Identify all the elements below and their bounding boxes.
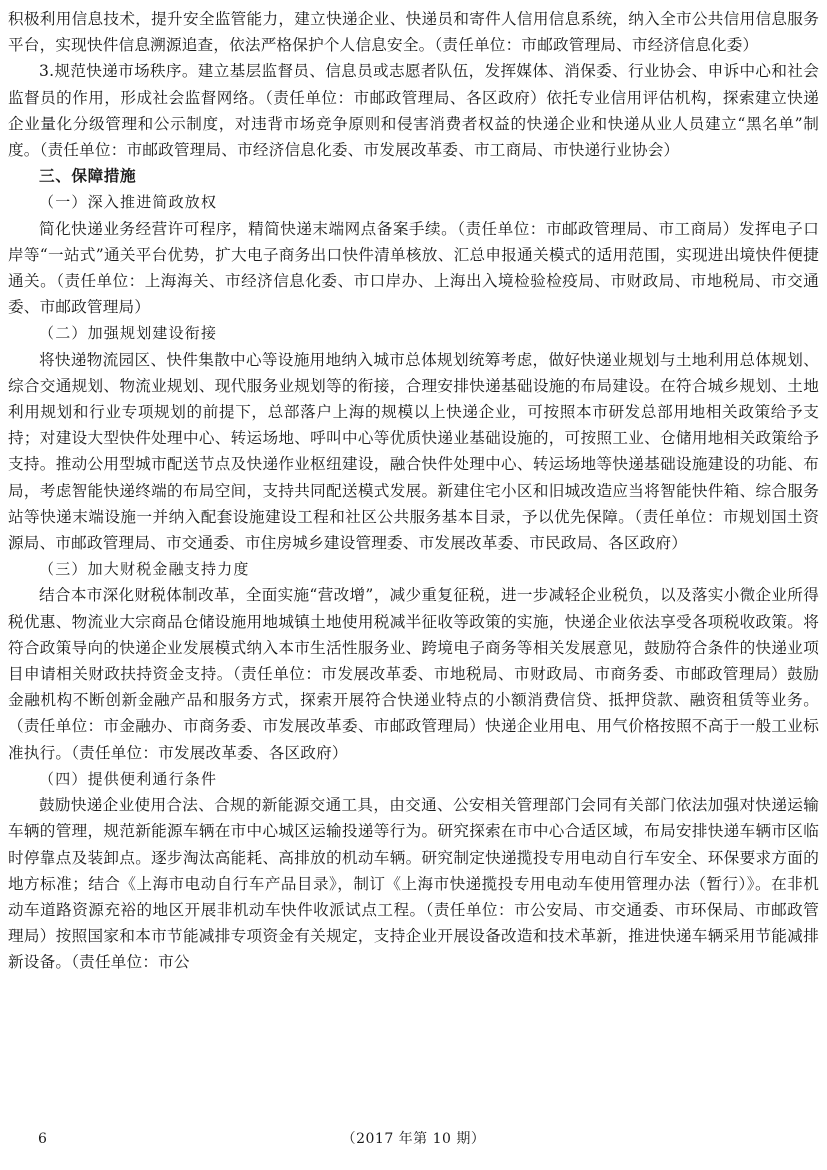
document-body xyxy=(8,6,819,976)
paragraph-traffic-convenience: 鼓励快递企业使用合法、合规的新能源交通工具，由交通、公安相关管理部门会同有关部门依法加强对快递运输车辆的管理，规范新能源车辆在市中心城区运输投递等行为。研究探索在市中心合适区域，布局安排快递车辆市区临时停靠点及装卸点。逐步淘汰高能耗、高排放的机动车辆。研究制定快递揽投专用电动自行车安全、环保要求方面的地方标准；结合《上海市电动自行车产品目录》，制订《上海市快递揽投专用电动车使用管理办法（暂行）》。在非机动车道路资源充裕的地区开展非机动车快件收派试点工程。（责任单位：市公安局、市交通委、市环保局、市邮政管理局）按照国家和本市节能减排专项资金有关规定，支持企业开展设备改造和技术革新，推进快递车辆采用节能减排新设备。（责任单位：市公 xyxy=(8,796,819,972)
issue-label: （2017 年第 10 期） xyxy=(341,1131,486,1147)
subheading-fiscal-support: （三）加大财税金融支持力度 xyxy=(39,560,250,579)
subheading-streamline-admin: （一）深入推进简政放权 xyxy=(39,193,218,212)
paragraph-streamline-admin: 简化快递业务经营许可程序，精简快递末端网点备案手续。（责任单位：市邮政管理局、市工商局）发挥电子口岸等“一站式”通关平台优势，扩大电子商务出口快件清单核放、汇总申报通关模式的适用范围，实现进出境快件便捷通关。（责任单位：上海海关、市经济信息化委、市口岸办、上海出入境检验检疫局、市财政局、市地税局、市交通委、市邮政管理局） xyxy=(8,219,819,317)
subheading-traffic-convenience: （四）提供便利通行条件 xyxy=(39,769,218,788)
page-footer xyxy=(0,1127,827,1151)
paragraph-credit-system: 积极利用信息技术，提升安全监管能力，建立快递企业、快递员和寄件人信用信息系统，纳入全市公共信用信息服务平台，实现快件信息溯源追查，依法严格保护个人信息安全。（责任单位：市邮政管理局、市经济信息化委） xyxy=(8,10,819,55)
paragraph-fiscal-support: 结合本市深化财税体制改革，全面实施“营改增”，减少重复征税，进一步减轻企业税负，以及落实小微企业所得税优惠、物流业大宗商品仓储设施用地城镇土地使用税减半征收等政策的实施，快递企业依法享受各项税收政策。将符合政策导向的快递企业发展模式纳入本市生活性服务业、跨境电子商务等相关发展意见，鼓励符合条件的快递业项目申请相关财政扶持资金支持。（责任单位：市发展改革委、市地税局、市财政局、市商务委、市邮政管理局）鼓励金融机构不断创新金融产品和服务方式，探索开展符合快递业特点的小额消费信贷、抵押贷款、融资租赁等业务。（责任单位：市金融办、市商务委、市发展改革委、市邮政管理局）快递企业用电、用气价格按照不高于一般工业标准执行。（责任单位：市发展改革委、各区政府） xyxy=(8,586,819,762)
paragraph-planning-integration: 将快递物流园区、快件集散中心等设施用地纳入城市总体规划统筹考虑，做好快递业规划与土地利用总体规划、综合交通规划、物流业规划、现代服务业规划等的衔接，合理安排快递基础设施的布局建设。在符合城乡规划、土地利用规划和行业专项规划的前提下，总部落户上海的规模以上快递企业，可按照本市研发总部用地相关政策给予支持；对建设大型快件处理中心、转运场地、呼叫中心等优质快递业基础设施的，可按照工业、仓储用地相关政策给予支持。推动公用型城市配送节点及快递作业枢纽建设，融合快件处理中心、转运场地等快递基础设施建设的功能、布局，考虑智能快递终端的布局空间，支持共同配送模式发展。新建住宅小区和旧城改造应当将智能快件箱、综合服务站等快递末端设施一并纳入配套设施建设工程和社区公共服务基本目录，予以优先保障。（责任单位：市规划国土资源局、市邮政管理局、市交通委、市住房城乡建设管理委、市发展改革委、市民政局、各区政府） xyxy=(8,350,819,553)
paragraph-market-order: 3.规范快递市场秩序。建立基层监督员、信息员或志愿者队伍，发挥媒体、消保委、行业协会、申诉中心和社会监督员的作用，形成社会监督网络。（责任单位：市邮政管理局、各区政府）依托专业信用评估机构，探索建立快递企业量化分级管理和公示制度，对违背市场竞争原则和侵害消费者权益的快递企业和快递从业人员建立“黑名单”制度。（责任单位：市邮政管理局、市经济信息化委、市发展改革委、市工商局、市快递行业协会） xyxy=(8,62,819,160)
page-number: 6 xyxy=(38,1131,47,1147)
subheading-planning-integration: （二）加强规划建设衔接 xyxy=(39,324,218,343)
section-heading-safeguards: 三、保障措施 xyxy=(39,167,137,186)
